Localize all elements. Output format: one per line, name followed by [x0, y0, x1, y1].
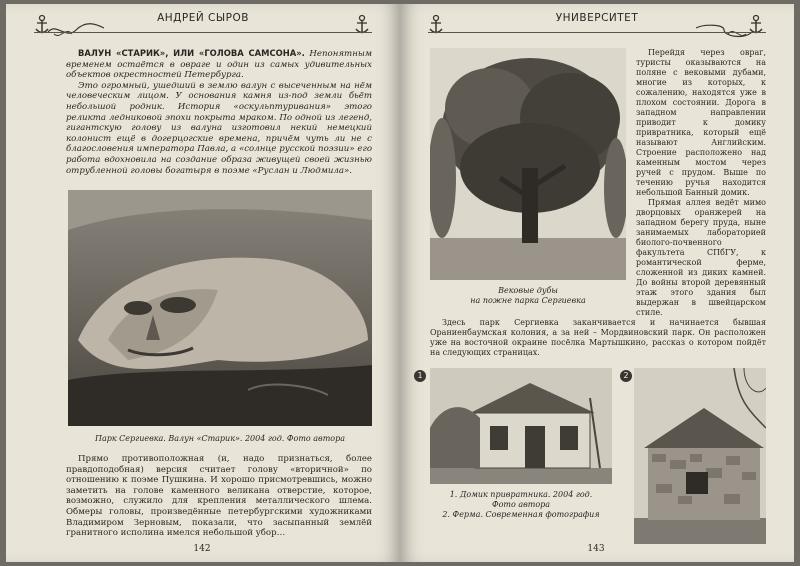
- section-title: ВАЛУН «СТАРИК», ИЛИ «ГОЛОВА САМСОНА».: [78, 48, 305, 58]
- paragraph-1: Это огромный, ушедший в землю валун с высеченным на нём человеческим лицом. У основания камня из-под земли бьёт небольшой родник. История «оскульптуривания» этого реликта ледниковой эпохи покрыта мраком. По одной из легенд, гигантскую голову из валуна изготовил некий немецкий колонист ещё в догерцогские времена, причём чуть ли не с благословения императора Павла, а «солнце русской поэзии» его работа вдохновила на создание образа живущей своей жизнью отрубленной головы богатыря в поэме «Руслан и Людмила».: [66, 80, 372, 176]
- page-number: 142: [193, 544, 211, 554]
- bottom-caption-line-3: 2. Ферма. Современная фотография: [442, 510, 600, 519]
- running-header: [34, 10, 372, 33]
- paragraph-2-block: [66, 454, 372, 539]
- photo-2-badge: 2: [620, 370, 632, 382]
- running-header: [428, 10, 766, 33]
- bottom-caption-line-2: Фото автора: [491, 500, 551, 509]
- paragraph-2: Прямо противоположная (и, надо признаться, более правдоподобная) версия считает голову «вторичной» по отношению к поэме Пушкина. И хорошо присмотревшись, можно заметить на голове каменного великана отверстие, которое, возможно, служило для крепления металлического шлема. Обмеры головы, произведённые петербургскими художниками Владимиром Зерновым, показали, что засыпанный землёй гранитного исполина имелся небольшой убор…: [66, 454, 372, 539]
- full-paragraph: Здесь парк Сергиевка заканчивается и начинается бывшая Ораниенбаумская колония, а за ней – Мордвиновский парк. Он расположен уже на восточной окраине посёлка Мартышкино, рассказ о котором пойдёт на следующих страницах.: [430, 318, 766, 357]
- photo-caption: Парк Сергиевка. Валун «Старик». 2004 год. Фото автора: [94, 434, 346, 443]
- full-width-text: [430, 318, 766, 358]
- photo-oak-trees: [430, 48, 626, 280]
- page-number: 143: [587, 544, 605, 554]
- right-column-text: [636, 48, 766, 318]
- oak-caption: [430, 286, 626, 306]
- photo-stone-head: [68, 190, 372, 426]
- header-title: АНДРЕЙ СЫРОВ: [157, 12, 249, 24]
- intro-block: [66, 48, 372, 176]
- photo-gatekeeper-house: [430, 368, 612, 484]
- header-title: УНИВЕРСИТЕТ: [555, 12, 639, 24]
- oak-caption-line-1: Вековые дубы: [498, 286, 558, 295]
- photo-farm: [634, 368, 766, 544]
- book-spread: [6, 4, 794, 562]
- left-page: [6, 4, 400, 562]
- column-paragraph-2: Прямая аллея ведёт мимо дворцовых оранжерей на западном берегу пруда, ныне занимаемых лабораторией биолого-почвенного факультета СПбГУ, к романтической ферме, сложенной из диких камней. До войны второй деревянный этаж этого здания был выдержан в швейцарском стиле.: [636, 198, 766, 317]
- column-paragraph-1: Перейдя через овраг, туристы оказываются на поляне с вековыми дубами, многие из которых, к сожалению, находятся уже в плохом состоянии. Дорога в западном направлении приводит к домику привратника, который ещё называют Английским. Строение расположено над каменным мостом через ручей с прудом. Выше по течению ручья находится небольшой Банный домик.: [636, 48, 766, 197]
- photo-1-badge: 1: [414, 370, 426, 382]
- intro-text: Непонятным временем остаётся в овраге и один из самых удивительных объектов окрестностей Петербурга.: [66, 49, 372, 81]
- right-page: [400, 4, 794, 562]
- bottom-caption-line-1: 1. Домик привратника. 2004 год.: [449, 490, 593, 499]
- oak-caption-line-2: на пожне парка Сергиевка: [470, 296, 586, 305]
- bottom-caption: [430, 490, 612, 520]
